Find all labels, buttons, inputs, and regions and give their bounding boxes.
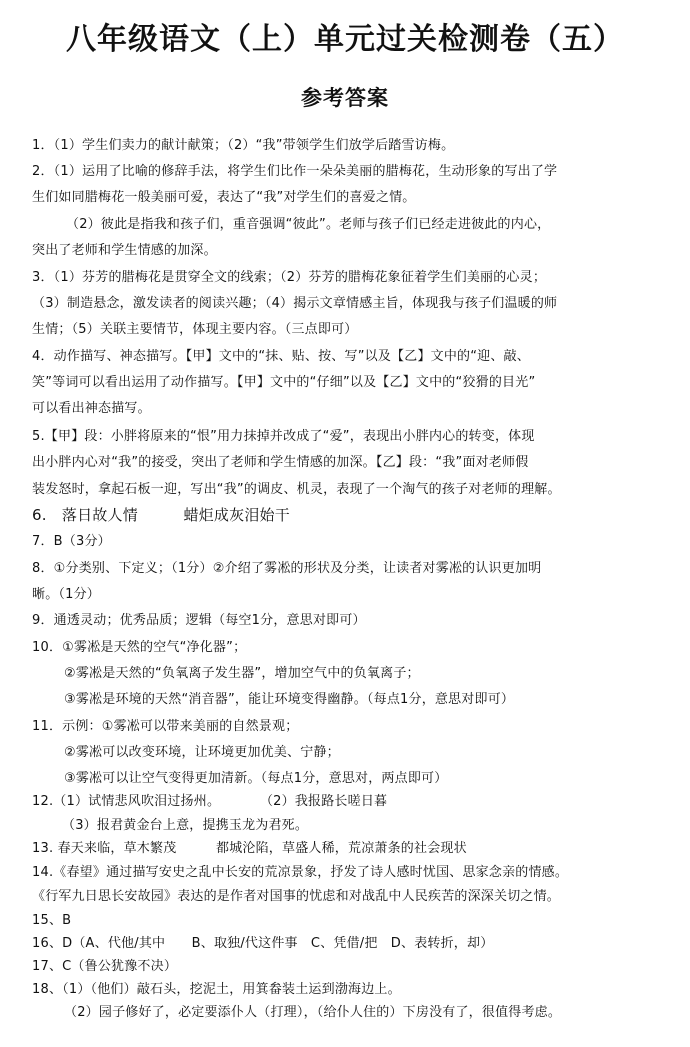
answer-16: 16、D（A、代他/其中 B、取独/代这件事 C、凭借/把 D、表转折，却） bbox=[32, 936, 494, 951]
answer-8-line-1: 8．①分类别、下定义；（1分）②介绍了雾凇的形状及分类，让读者对雾凇的认识更加明 bbox=[32, 561, 542, 576]
answer-15: 15、B bbox=[32, 913, 72, 928]
answer-5-line-1: 5.【甲】段：小胖将原来的“恨”用力抹掉并改成了“爱”，表现出小胖内心的转变，体现 bbox=[32, 429, 535, 444]
answer-18-line-2: （2）园子修好了，必定要添仆人（打理），（给仆人住的）下房没有了，很值得考虑。 bbox=[64, 1005, 562, 1020]
answer-11-line-2: ②雾凇可以改变环境，让环境更加优美、宁静； bbox=[64, 745, 340, 760]
answer-11-line-1: 11．示例：①雾凇可以带来美丽的自然景观； bbox=[32, 719, 299, 734]
answer-10-line-3: ③雾凇是环境的天然“消音器”，能让环境变得幽静。（每点1分，意思对即可） bbox=[64, 692, 515, 707]
answer-14-line-1: 14.《春望》通过描写安史之乱中长安的荒凉景象，抒发了诗人感时忧国、思家念亲的情感。 bbox=[32, 865, 569, 880]
answer-17: 17、C（鲁公犹豫不决） bbox=[32, 959, 178, 974]
answer-5-line-2: 出小胖内心对“我”的接受，突出了老师和学生情感的加深。【乙】段：“我”面对老师假 bbox=[32, 455, 529, 470]
answer-2-line-1: 2．（1）运用了比喻的修辞手法，将学生们比作一朵朵美丽的腊梅花，生动形象的写出了学 bbox=[32, 164, 558, 179]
answer-10-line-1: 10．①雾凇是天然的空气“净化器”； bbox=[32, 640, 247, 655]
answer-9: 9．通透灵动；优秀品质；逻辑（每空1分，意思对即可） bbox=[32, 613, 366, 628]
answer-18-line-1: 18、（1）（他们）敲石头，挖泥土，用箕畚装土运到渤海边上。 bbox=[32, 982, 401, 997]
answer-13: 13. 春天来临，草木繁茂 都城沦陷，草盛人稀，荒凉萧条的社会现状 bbox=[32, 841, 467, 856]
answer-3-line-2: （3）制造悬念，激发读者的阅读兴趣；（4）揭示文章情感主旨，体现我与孩子们温暖的师 bbox=[32, 296, 558, 311]
answer-14-line-2: 《行军九日思长安故园》表达的是作者对国事的忧虑和对战乱中人民疾苦的深深关切之情。 bbox=[32, 889, 561, 904]
answer-2-line-2: 生们如同腊梅花一般美丽可爱，表达了“我”对学生们的喜爱之情。 bbox=[32, 190, 416, 205]
answer-11-line-3: ③雾凇可以让空气变得更加清新。（每点1分，意思对，两点即可） bbox=[64, 771, 448, 786]
document-title: 八年级语文（上）单元过关检测卷（五） bbox=[66, 22, 624, 57]
answer-12-line-2: （3）报君黄金台上意，提携玉龙为君死。 bbox=[62, 818, 309, 833]
answer-6: 6. 落日故人情 蜡炬成灰泪始干 bbox=[32, 506, 290, 524]
answer-7: 7．B（3分） bbox=[32, 534, 111, 549]
answer-4-line-1: 4．动作描写、神态描写。【甲】文中的“抹、贴、按、写”以及【乙】文中的“迎、敲、 bbox=[32, 349, 530, 364]
answer-2-line-4: 突出了老师和学生情感的加深。 bbox=[32, 243, 217, 258]
answer-4-line-2: 笑”等词可以看出运用了动作描写。【甲】文中的“仔细”以及【乙】文中的“狡猾的目光” bbox=[32, 375, 536, 390]
answer-10-line-2: ②雾凇是天然的“负氧离子发生器”，增加空气中的负氧离子； bbox=[64, 666, 420, 681]
answer-2-line-3: （2）彼此是指我和孩子们，重音强调“彼此”。老师与孩子们已经走进彼此的内心， bbox=[66, 217, 551, 232]
answer-4-line-3: 可以看出神态描写。 bbox=[32, 401, 151, 416]
answer-8-line-2: 晰。（1分） bbox=[32, 587, 100, 602]
answer-3-line-3: 生情；（5）关联主要情节，体现主要内容。（三点即可） bbox=[32, 322, 358, 337]
answer-heading: 参考答案 bbox=[301, 86, 389, 110]
answer-1: 1．（1）学生们卖力的献计献策；（2）“我”带领学生们放学后踏雪访梅。 bbox=[32, 138, 455, 153]
answer-12-line-1: 12.（1）试情悲风吹泪过扬州。 （2）我报路长嗟日暮 bbox=[32, 794, 388, 809]
answer-3-line-1: 3．（1）芬芳的腊梅花是贯穿全文的线索；（2）芬芳的腊梅花象征着学生们美丽的心灵； bbox=[32, 270, 547, 285]
answer-5-line-3: 装发怒时，拿起石板一迎，写出“我”的调皮、机灵，表现了一个淘气的孩子对老师的理解。 bbox=[32, 482, 561, 497]
